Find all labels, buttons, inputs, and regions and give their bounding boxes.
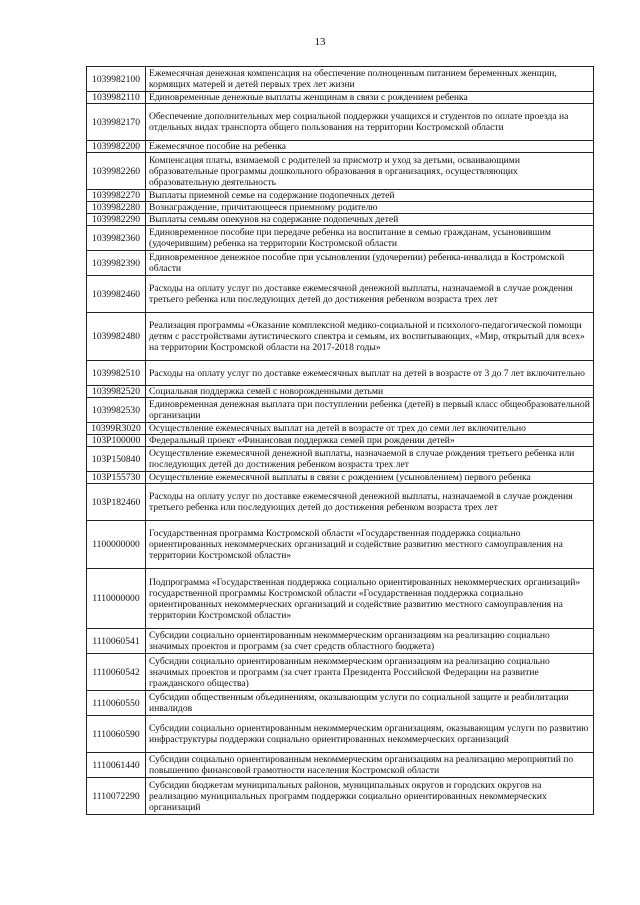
table-row: [87, 654, 594, 691]
table-row: [87, 435, 594, 447]
row-code: 1110060541: [87, 629, 146, 654]
row-description: Компенсация платы, взимаемой с родителей за присмотр и уход за детьми, осваивающими образовательные программы дошкольного образования в организациях, осуществляющих образовательную деятельность: [146, 153, 594, 190]
row-code: 1110061440: [87, 753, 146, 778]
row-description: Реализация программы «Оказание комплексной медико-социальной и психолого-педагогической помощи детям с расстройствами аутистического спектра и семьям, их воспитывающих, «Мир, открытый для всех» на территории Костромской области на 2017-2018 годы»: [146, 313, 594, 361]
table-row: [87, 153, 594, 190]
row-description: Единовременное денежное пособие при усыновлении (удочерении) ребенка-инвалида в Костромской области: [146, 251, 594, 276]
table-body: [87, 67, 594, 815]
table-row: [87, 629, 594, 654]
row-description: Государственная программа Костромской области «Государственная поддержка социально ориентированных некоммерческих организаций и содействие развитию местного самоуправления на территории Костромской области»: [146, 521, 594, 569]
row-code: 1100000000: [87, 521, 146, 569]
row-description: Субсидии социально ориентированным некоммерческим организациям, оказывающим услуги по развитию инфраструктуры поддержки социально ориентированных некоммерческих организаций: [146, 716, 594, 753]
row-description: Выплаты приемной семье на содержание подопечных детей: [146, 190, 594, 202]
row-code: 1110060542: [87, 654, 146, 691]
row-description: Осуществление ежемесячной денежной выплаты, назначаемой в случае рождения третьего ребенка или последующих детей до достижения ребенком возраста трех лет: [146, 447, 594, 472]
table-row: [87, 92, 594, 104]
row-description: Осуществление ежемесячных выплат на детей в возрасте от трех до семи лет включительно: [146, 423, 594, 435]
row-code: 1039982100: [87, 67, 146, 92]
table-row: [87, 716, 594, 753]
row-description: Федеральный проект «Финансовая поддержка семей при рождении детей»: [146, 435, 594, 447]
row-code: 1110060590: [87, 716, 146, 753]
table-row: [87, 778, 594, 815]
table-row: [87, 226, 594, 251]
table-row: [87, 361, 594, 386]
row-description: Обеспечение дополнительных мер социальной поддержки учащихся и студентов по оплате проезда на отдельных видах транспорта общего пользования на территории Костромской области: [146, 104, 594, 141]
row-code: 1110060550: [87, 691, 146, 716]
table-row: [87, 484, 594, 521]
table-row: [87, 141, 594, 153]
table-row: [87, 398, 594, 423]
row-code: 1110000000: [87, 569, 146, 629]
row-code: 10399R3020: [87, 423, 146, 435]
row-code: 1039982170: [87, 104, 146, 141]
page-number: 13: [314, 36, 326, 48]
row-code: 1039982530: [87, 398, 146, 423]
row-code: 1039982510: [87, 361, 146, 386]
table-row: [87, 447, 594, 472]
table-row: [87, 276, 594, 313]
row-code: 103P100000: [87, 435, 146, 447]
row-code: 1039982260: [87, 153, 146, 190]
row-description: Выплаты семьям опекунов на содержание подопечных детей: [146, 214, 594, 226]
row-code: 1039982360: [87, 226, 146, 251]
table-row: [87, 202, 594, 214]
row-description: Единовременные денежные выплаты женщинам в связи с рождением ребенка: [146, 92, 594, 104]
row-description: Вознаграждение, причитающееся приемному родителю: [146, 202, 594, 214]
row-description: Подпрограмма «Государственная поддержка социально ориентированных некоммерческих организаций» государственной программы Костромской области «Государственная поддержка социально ориентированных некоммерческих организаций и содействие развитию местного самоуправления на территории Костромской области»: [146, 569, 594, 629]
table-row: [87, 67, 594, 92]
row-code: 1039982480: [87, 313, 146, 361]
row-description: Единовременное пособие при передаче ребенка на воспитание в семью гражданам, усыновившим (удочерившим) ребенка на территории Костромской области: [146, 226, 594, 251]
table-row: [87, 386, 594, 398]
table-row: [87, 190, 594, 202]
budget-code-table: [86, 66, 594, 815]
row-code: 1039982290: [87, 214, 146, 226]
row-code: 1039982280: [87, 202, 146, 214]
row-code: 1039982390: [87, 251, 146, 276]
row-code: 1039982110: [87, 92, 146, 104]
row-description: Расходы на оплату услуг по доставке ежемесячной денежной выплаты, назначаемой в случае рождения третьего ребенка или последующих детей до достижения ребенком возраста трех лет: [146, 276, 594, 313]
row-description: Расходы на оплату услуг по доставке ежемесячных выплат на детей в возрасте от 3 до 7 лет включительно: [146, 361, 594, 386]
row-description: Расходы на оплату услуг по доставке ежемесячной денежной выплаты, назначаемой в случае рождения третьего ребенка или последующих детей до достижения ребенком возраста трех лет: [146, 484, 594, 521]
row-code: 1110072290: [87, 778, 146, 815]
table-row: [87, 251, 594, 276]
row-description: Субсидии социально ориентированным некоммерческим организациям на реализацию социально значимых проектов и программ (за счет средств областного бюджета): [146, 629, 594, 654]
row-code: 1039982520: [87, 386, 146, 398]
row-description: Субсидии бюджетам муниципальных районов, муниципальных округов и городских округов на реализацию муниципальных программ поддержки социально ориентированных некоммерческих организаций: [146, 778, 594, 815]
row-description: Субсидии социально ориентированным некоммерческим организациям на реализацию социально значимых проектов и программ (за счет гранта Президента Российской Федерации на развитие гражданского общества): [146, 654, 594, 691]
row-description: Субсидии социально ориентированным некоммерческим организациям на реализацию мероприятий по повышению финансовой грамотности населения Костромской области: [146, 753, 594, 778]
table-row: [87, 214, 594, 226]
row-description: Единовременная денежная выплата при поступлении ребенка (детей) в первый класс общеобразовательной организации: [146, 398, 594, 423]
table-row: [87, 423, 594, 435]
row-code: 1039982200: [87, 141, 146, 153]
row-code: 103P182460: [87, 484, 146, 521]
table-row: [87, 472, 594, 484]
row-description: Социальная поддержка семей с новорожденными детьми: [146, 386, 594, 398]
row-code: 1039982460: [87, 276, 146, 313]
table-row: [87, 313, 594, 361]
row-code: 1039982270: [87, 190, 146, 202]
row-description: Ежемесячное пособие на ребенка: [146, 141, 594, 153]
row-description: Ежемесячная денежная компенсация на обеспечение полноценным питанием беременных женщин, кормящих матерей и детей первых трех лет жизни: [146, 67, 594, 92]
row-description: Субсидии общественным объединениям, оказывающим услуги по социальной защите и реабилитации инвалидов: [146, 691, 594, 716]
row-description: Осуществление ежемесячной выплаты в связи с рождением (усыновлением) первого ребенка: [146, 472, 594, 484]
table-row: [87, 753, 594, 778]
row-code: 103P150840: [87, 447, 146, 472]
row-code: 103P155730: [87, 472, 146, 484]
table-row: [87, 691, 594, 716]
table-row: [87, 521, 594, 569]
table-row: [87, 569, 594, 629]
table-row: [87, 104, 594, 141]
